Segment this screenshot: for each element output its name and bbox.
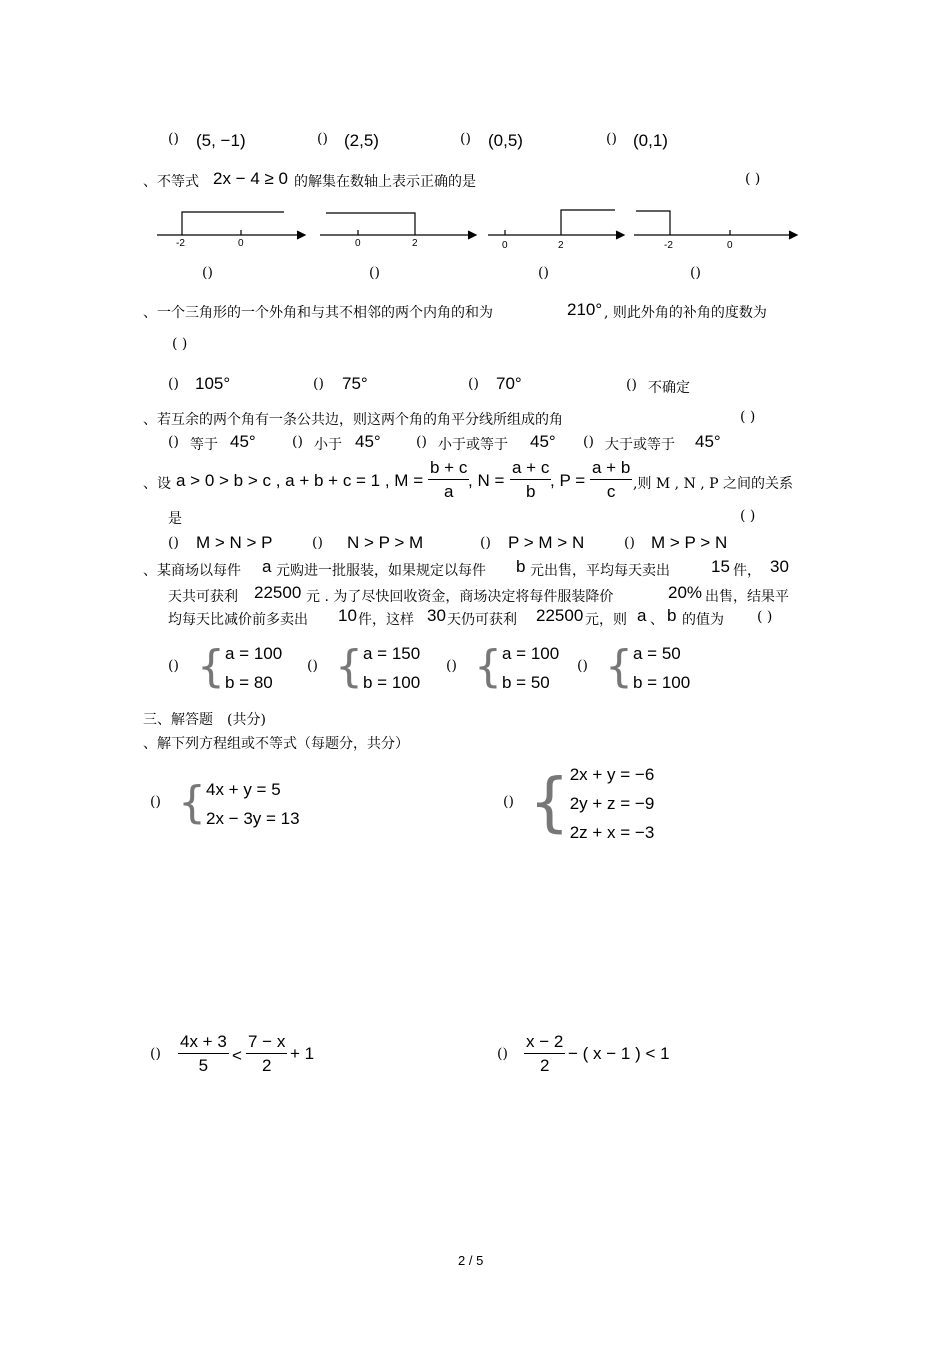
m-numerator: b + c xyxy=(428,458,469,480)
store-l1-b: 元购进一批服装，如果规定以每件 xyxy=(276,563,486,579)
number-line-b xyxy=(320,213,476,239)
number-line-a xyxy=(157,212,305,239)
comp-opt-a-value: 45° xyxy=(230,432,256,451)
store-l1-a: 、某商场以每件 xyxy=(143,563,241,579)
store-l3-b: 件，这样 xyxy=(358,612,414,628)
store-opt-c-paren: () xyxy=(446,658,457,674)
store-opt-d-system xyxy=(605,639,690,697)
p2-row2: 2y + z = −9 xyxy=(569,794,655,813)
prev-option-a-value: (5, −1) xyxy=(196,131,246,150)
q-mnp-cont: 是 xyxy=(168,511,182,527)
tri-opt-b-value: 75° xyxy=(342,374,368,393)
q-mnp-prefix: 、设 xyxy=(143,476,171,492)
n-denominator: b xyxy=(525,482,536,501)
p3-fraction-1 xyxy=(178,1032,229,1076)
comp-opt-b-label: 小于 xyxy=(314,437,342,453)
mnp-opt-b-paren: () xyxy=(312,535,323,551)
q-triangle-text: 、一个三角形的一个外角和与其不相邻的两个内角的和为 xyxy=(143,305,493,321)
q-mnp-blank: ( ) xyxy=(740,508,756,524)
store-l1-d: 件， xyxy=(733,563,761,579)
n-numerator: a + c xyxy=(510,458,551,480)
tri-opt-a-paren: () xyxy=(168,376,179,392)
comp-opt-c-label: 小于或等于 xyxy=(438,437,508,453)
section3-subtitle: 、解下列方程组或不等式（每题分，共分） xyxy=(143,736,409,752)
store-opt-d-paren: () xyxy=(577,658,588,674)
store-l3-d: 元，则 xyxy=(585,612,627,628)
store-opt-b-paren: () xyxy=(307,658,318,674)
prev-option-d-paren: () xyxy=(606,131,617,147)
store-opt-a-row2: b = 80 xyxy=(225,673,273,692)
store-l1-var-b: b xyxy=(516,557,526,576)
line-d-label-1: -2 xyxy=(664,240,673,251)
store-l1-15: 15 xyxy=(711,557,730,576)
brace-icon: { xyxy=(605,641,633,692)
line-b-label-2: 2 xyxy=(412,238,418,249)
store-l3-e: 的值为 xyxy=(682,612,724,628)
store-l3-10: 10 xyxy=(338,606,357,625)
comp-opt-d-paren: () xyxy=(583,434,594,450)
store-l2-20pct: 20% xyxy=(668,583,703,602)
comp-opt-b-value: 45° xyxy=(355,432,381,451)
number-lines-figure xyxy=(0,200,950,260)
prev-option-a-paren: () xyxy=(168,131,179,147)
brace-icon: { xyxy=(474,641,502,692)
p4-paren: () xyxy=(497,1046,508,1062)
p-denominator: c xyxy=(606,482,616,501)
tri-opt-c-paren: () xyxy=(468,376,479,392)
p3-den-2: 2 xyxy=(261,1056,272,1075)
store-l2-b: 元 . 为了尽快回收资金，商场决定将每件服装降价 xyxy=(306,589,614,605)
tri-opt-d-value: 不确定 xyxy=(648,380,690,396)
comp-opt-b-paren: () xyxy=(292,434,303,450)
line-a-label-2: 0 xyxy=(238,238,244,249)
q-triangle-blank: ( ) xyxy=(172,336,188,352)
p1-paren: () xyxy=(150,794,161,810)
store-l3-var-b: b xyxy=(667,606,677,625)
prev-option-c-paren: () xyxy=(460,131,471,147)
section3-title: 三、解答题 (共分) xyxy=(143,712,266,728)
brace-icon: { xyxy=(335,641,363,692)
p3-op: < xyxy=(232,1046,242,1065)
q-triangle-suffix: , 则此外角的补角的度数为 xyxy=(604,305,767,321)
q-ineq-suffix: 的解集在数轴上表示正确的是 xyxy=(294,174,476,190)
store-l3-a: 均每天比减价前多卖出 xyxy=(168,612,308,628)
line-b-label-1: 0 xyxy=(355,238,361,249)
p1-row1: 4x + y = 5 xyxy=(206,780,281,799)
comp-opt-c-paren: () xyxy=(416,434,427,450)
store-opt-c-system xyxy=(474,639,559,697)
p3-fraction-2 xyxy=(246,1032,287,1076)
p3-num-2: 7 − x xyxy=(246,1032,287,1054)
store-opt-b-system xyxy=(335,639,420,697)
mnp-opt-a-paren: () xyxy=(168,535,179,551)
comp-opt-a-label: 等于 xyxy=(190,437,218,453)
q-mnp-n-label: , N = xyxy=(468,471,505,490)
line-c-choice: () xyxy=(538,265,549,281)
store-l3-sep: 、 xyxy=(650,612,664,628)
store-opt-a-system xyxy=(197,639,282,697)
mnp-opt-c-paren: () xyxy=(480,535,491,551)
p1-row2: 2x − 3y = 13 xyxy=(206,809,300,828)
m-fraction xyxy=(428,458,469,502)
store-l1-var-a: a xyxy=(262,557,272,576)
prev-option-c-value: (0,5) xyxy=(488,131,523,150)
store-opt-b-row1: a = 150 xyxy=(363,644,421,663)
store-l3-22500: 22500 xyxy=(536,606,584,625)
line-d-label-2: 0 xyxy=(727,240,733,251)
mnp-opt-b-value: N > P > M xyxy=(347,533,424,552)
store-l2-a: 天共可获利 xyxy=(168,589,238,605)
q-ineq-blank: ( ) xyxy=(745,171,761,187)
store-opt-b-row2: b = 100 xyxy=(363,673,421,692)
store-opt-c-row2: b = 50 xyxy=(502,673,550,692)
mnp-opt-a-value: M > N > P xyxy=(196,533,273,552)
p2-row3: 2z + x = −3 xyxy=(569,823,655,842)
p1-system xyxy=(178,775,300,833)
page-number: 2 / 5 xyxy=(458,1253,484,1268)
store-l2-c: 出售，结果平 xyxy=(705,589,789,605)
p-numerator: a + b xyxy=(590,458,632,480)
q-mnp-p-label: , P = xyxy=(550,471,586,490)
mnp-opt-d-paren: () xyxy=(624,535,635,551)
q-comp-text: 、若互余的两个角有一条公共边，则这两个角的角平分线所组成的角 xyxy=(143,412,563,428)
store-l2-22500: 22500 xyxy=(254,583,302,602)
mnp-opt-c-value: P > M > N xyxy=(508,533,585,552)
store-opt-d-row1: a = 50 xyxy=(633,644,681,663)
p3-paren: () xyxy=(150,1046,161,1062)
line-c-label-1: 0 xyxy=(502,240,508,251)
p2-row1: 2x + y = −6 xyxy=(569,765,655,784)
q-mnp-cond: a > 0 > b > c , a + b + c = 1 , M = xyxy=(176,471,424,490)
store-l3-30: 30 xyxy=(427,606,446,625)
p4-den: 2 xyxy=(539,1056,550,1075)
line-b-choice: () xyxy=(369,265,380,281)
p3-den-1: 5 xyxy=(198,1056,209,1075)
tri-opt-a-value: 105° xyxy=(195,374,231,393)
number-line-c xyxy=(488,210,624,239)
p4-fraction xyxy=(524,1032,565,1076)
store-opt-a-paren: () xyxy=(168,658,179,674)
line-c-label-2: 2 xyxy=(558,240,564,251)
brace-icon: { xyxy=(197,641,225,692)
store-l1-30: 30 xyxy=(770,557,789,576)
q-ineq-prefix: 、不等式 xyxy=(143,174,199,190)
prev-option-b-paren: () xyxy=(317,131,328,147)
comp-opt-c-value: 45° xyxy=(530,432,556,451)
store-opt-a-row1: a = 100 xyxy=(225,644,283,663)
brace-icon: { xyxy=(529,766,570,840)
prev-option-d-value: (0,1) xyxy=(633,131,668,150)
p3-tail: + 1 xyxy=(290,1044,315,1063)
store-l3-var-a: a xyxy=(637,606,647,625)
store-opt-c-row1: a = 100 xyxy=(502,644,560,663)
number-line-d xyxy=(634,211,797,239)
p4-tail: − ( x − 1 ) < 1 xyxy=(568,1044,670,1063)
n-fraction xyxy=(510,458,551,502)
mnp-opt-d-value: M > P > N xyxy=(651,533,728,552)
store-opt-d-row2: b = 100 xyxy=(633,673,691,692)
p2-system xyxy=(529,760,654,847)
tri-opt-d-paren: () xyxy=(626,377,637,393)
tri-opt-b-paren: () xyxy=(313,376,324,392)
p3-num-1: 4x + 3 xyxy=(178,1032,229,1054)
comp-opt-d-label: 大于或等于 xyxy=(605,437,675,453)
line-a-choice: () xyxy=(202,265,213,281)
comp-opt-d-value: 45° xyxy=(695,432,721,451)
prev-option-b-value: (2,5) xyxy=(344,131,379,150)
brace-icon: { xyxy=(178,777,206,828)
tri-opt-c-value: 70° xyxy=(496,374,522,393)
comp-opt-a-paren: () xyxy=(168,434,179,450)
q-mnp-tail: ,则 M , N , P 之间的关系 xyxy=(633,476,794,492)
line-d-choice: () xyxy=(690,265,701,281)
q-comp-blank: ( ) xyxy=(740,409,756,425)
store-l1-c: 元出售，平均每天卖出 xyxy=(530,563,670,579)
p-fraction xyxy=(590,458,632,502)
p4-num: x − 2 xyxy=(524,1032,565,1054)
store-l3-c: 天仍可获利 xyxy=(447,612,517,628)
q-triangle-value: 210° xyxy=(567,300,603,319)
m-denominator: a xyxy=(443,482,454,501)
store-l3-blank: ( ) xyxy=(757,609,773,625)
q-ineq-expr: 2x − 4 ≥ 0 xyxy=(213,169,289,188)
p2-paren: () xyxy=(503,794,514,810)
line-a-label-1: -2 xyxy=(176,238,185,249)
